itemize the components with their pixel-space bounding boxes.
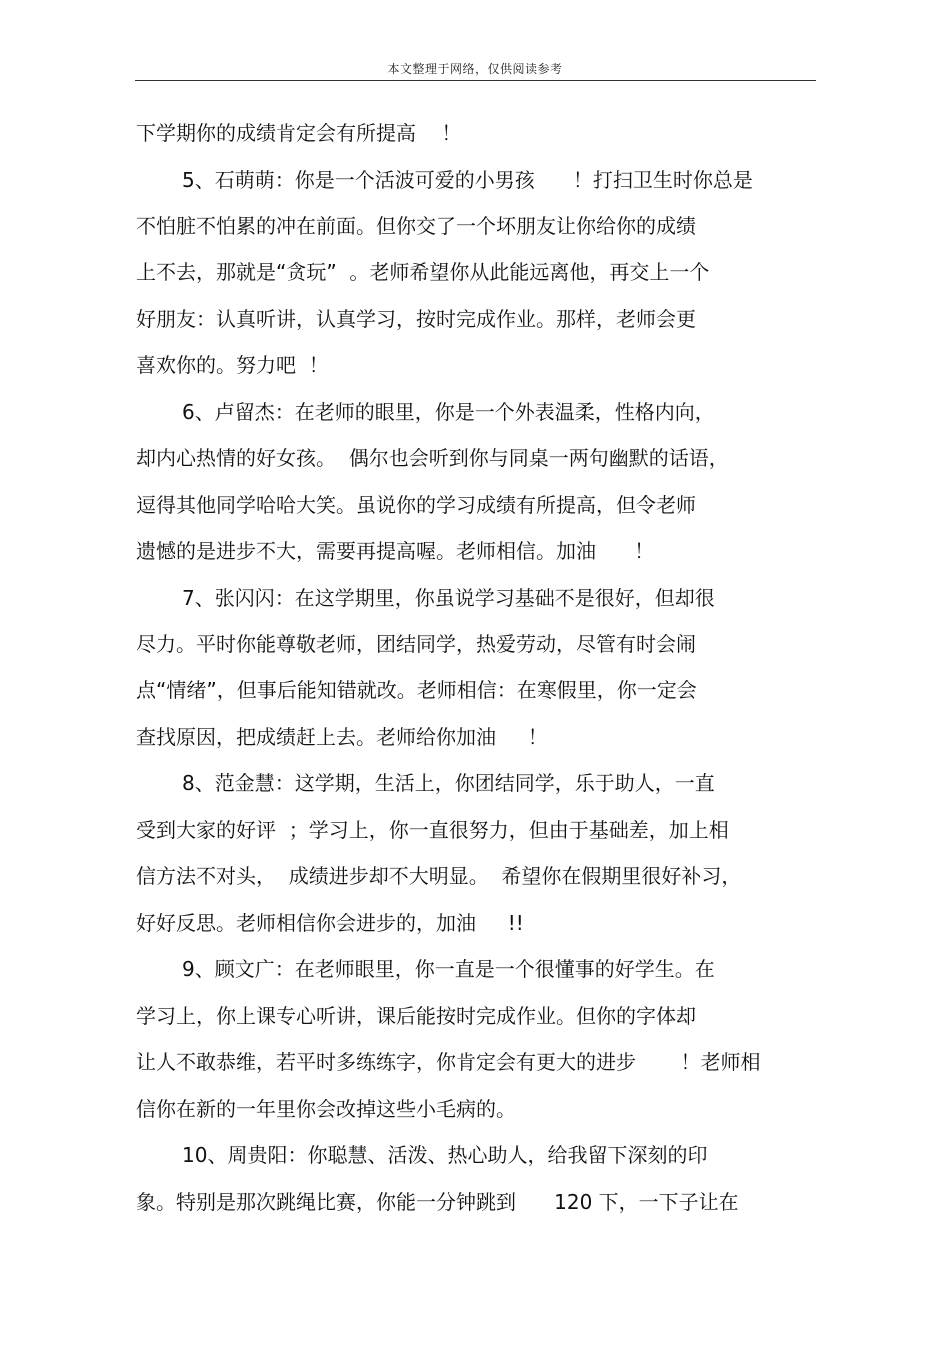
text-line: 6、卢留杰：在老师的眼里，你是一个外表温柔，性格内向， [182,400,715,424]
text-line: 8、范金慧：这学期，生活上，你团结同学，乐于助人，一直 [182,771,715,795]
text-line: 信方法不对头， 成绩进步却不大明显。 希望你在假期里很好补习， [136,864,742,888]
text-line: 让人不敢恭维，若平时多练练字，你肯定会有更大的进步 ！老师相 [136,1050,761,1074]
text-line: 好好反思。老师相信你会进步的，加油 !! [136,911,524,935]
header-divider [135,80,816,81]
text-line: 象。特别是那次跳绳比赛，你能一分钟跳到 120 下，一下子让在 [136,1190,739,1214]
text-line: 学习上，你上课专心听讲，课后能按时完成作业。但你的字体却 [136,1004,696,1028]
text-line: 好朋友：认真听讲，认真学习，按时完成作业。那样，老师会更 [136,307,696,331]
text-line: 不怕脏不怕累的冲在前面。但你交了一个坏朋友让你给你的成绩 [136,214,696,238]
text-line: 5、石萌萌：你是一个活波可爱的小男孩 ！打扫卫生时你总是 [182,168,753,192]
text-line: 点“情绪”，但事后能知错就改。老师相信：在寒假里，你一定会 [136,678,697,702]
text-line: 信你在新的一年里你会改掉这些小毛病的。 [136,1097,516,1121]
text-line: 喜欢你的。努力吧 ！ [136,353,329,377]
text-line: 却内心热情的好女孩。 偶尔也会听到你与同桌一两句幽默的话语， [136,446,729,470]
text-line: 10、周贵阳：你聪慧、活泼、热心助人，给我留下深刻的印 [182,1143,708,1167]
header-text: 本文整理于网络，仅供阅读参考 [387,62,563,76]
text-line: 查找原因，把成绩赶上去。老师给你加油 ！ [136,725,548,749]
text-line: 7、张闪闪：在这学期里，你虽说学习基础不是很好，但却很 [182,586,715,610]
text-line: 9、顾文广：在老师眼里，你一直是一个很懂事的好学生。在 [182,957,715,981]
text-line: 遗憾的是进步不大，需要再提高喔。老师相信。加油 ！ [136,539,655,563]
text-line: 尽力。平时你能尊敬老师，团结同学，热爱劳动，尽管有时会闹 [136,632,696,656]
text-line: 受到大家的好评 ；学习上，你一直很努力，但由于基础差，加上相 [136,818,729,842]
text-line: 上不去，那就是“贪玩” 。老师希望你从此能远离他，再交上一个 [136,260,710,284]
text-line: 逗得其他同学哈哈大笑。虽说你的学习成绩有所提高，但令老师 [136,493,696,517]
text-line: 下学期你的成绩肯定会有所提高 ！ [136,121,462,145]
